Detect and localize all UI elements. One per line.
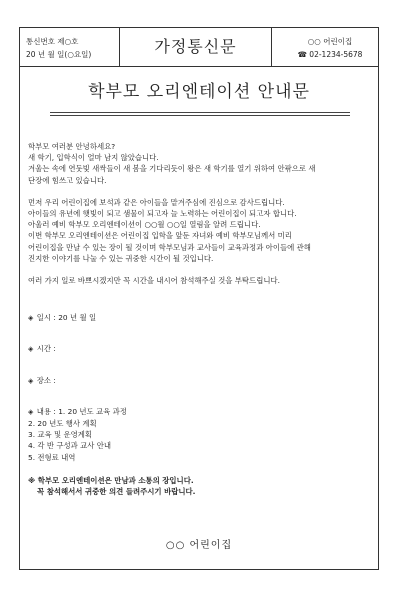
issue-number: 통신번호 제○호 bbox=[26, 37, 79, 46]
detail-content: ◈ 내용 : 1. 20 년도 교육 과정 bbox=[28, 406, 372, 418]
notice-line-2: 꼭 참석해서서 귀중한 의견 들려주시기 바랍니다. bbox=[37, 487, 196, 497]
paragraph-line: 단장에 힘쓰고 있습니다. bbox=[28, 175, 107, 185]
detail-place: ◈ 장소 : bbox=[28, 375, 372, 387]
paragraph-line: 진지한 이야기를 나눌 수 있는 귀중한 시간이 될 것입니다. bbox=[28, 253, 214, 263]
header-table bbox=[20, 28, 378, 67]
bullet-diamond-icon: ◈ bbox=[28, 345, 34, 354]
org-name: ○○ 어린이집 bbox=[307, 37, 353, 46]
detail-time: ◈ 시간 : bbox=[28, 343, 372, 355]
bullet-diamond-icon: ◈ bbox=[28, 407, 34, 416]
bullet-diamond-icon: ◈ bbox=[28, 376, 34, 385]
paragraph-line: 아울러 예비 학부모 오리엔테이션이 ○○월 ○○일 열림을 알려 드립니다. bbox=[28, 220, 261, 230]
letter-body bbox=[28, 141, 372, 497]
signature: ○○ 어린이집 bbox=[165, 540, 233, 551]
newsletter-page bbox=[19, 27, 379, 570]
paragraph-line: 이번 학부모 오리엔테이션은 어린이집 입학을 앞둔 자녀와 예비 학부모님께서 미리 bbox=[28, 231, 292, 241]
content-list-item: 2. 20 년도 행사 계획 bbox=[28, 419, 97, 429]
notice-line-1: ※ 학부모 오리엔테이션은 만남과 소통의 장입니다. bbox=[28, 475, 194, 485]
paragraph-line: 아이들의 유년에 햇빛이 되고 샘물이 되고자 늘 노력하는 어린이집이 되고자 합니다. bbox=[28, 209, 297, 219]
content-list-item: 4. 각 반 구성과 교사 안내 bbox=[28, 441, 112, 451]
content-list-item: 5. 전형료 내역 bbox=[28, 452, 76, 462]
closing-request: 여러 가지 일로 바쁘시겠지만 꼭 시간을 내시어 참석해주실 것을 부탁드립니다. bbox=[28, 276, 280, 286]
header-right-cell bbox=[272, 28, 380, 66]
phone-number: 02-1234-5678 bbox=[309, 50, 363, 59]
document-title: 학부모 오리엔테이션 안내문 bbox=[88, 82, 310, 102]
paragraph-line: 어린이집을 만날 수 있는 장이 될 것이며 학부모님과 교사들이 교육과정과 아이들에 관해 bbox=[28, 242, 311, 252]
greeting: 학부모 여러분 안녕하세요? bbox=[28, 142, 116, 151]
phone-line bbox=[280, 48, 380, 61]
phone-icon: ☎ bbox=[297, 50, 307, 59]
paragraph-line: 새 학기, 입학식이 얼마 남지 않았습니다. bbox=[28, 153, 159, 163]
newsletter-title: 가정통신문 bbox=[154, 37, 237, 56]
title-underline-top bbox=[50, 112, 350, 113]
paragraph-line: 겨울는 속에 연둣빛 새싹들이 새 봄을 기다리듯이 왕은 새 학기를 열기 위하여 안팎으로 새 bbox=[28, 164, 316, 174]
detail-datetime: ◈ 일시 : 20 년 월 일 bbox=[28, 312, 372, 324]
content-list-item: 3. 교육 및 운영계획 bbox=[28, 430, 93, 440]
title-underline-bottom bbox=[50, 115, 350, 116]
header-left-cell bbox=[20, 28, 120, 66]
issue-date: 20 년 월 일(○요일) bbox=[26, 50, 92, 59]
header-title-cell bbox=[120, 28, 272, 66]
paragraph-line: 먼저 우리 어린이집에 보석과 같은 아이들을 맡겨주심에 진심으로 감사드립니다. bbox=[28, 197, 285, 207]
bullet-diamond-icon: ◈ bbox=[28, 314, 34, 323]
